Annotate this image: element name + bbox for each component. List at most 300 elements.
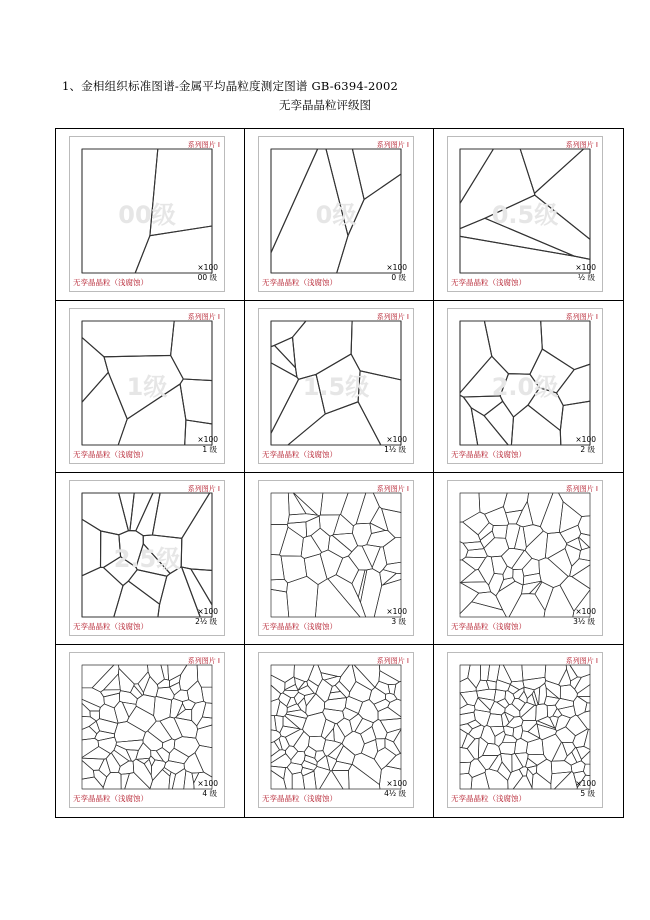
grain-cell bbox=[485, 507, 509, 526]
watermark-grade: 2.5级 bbox=[113, 545, 181, 573]
grain-cell bbox=[352, 149, 401, 199]
grain-cell bbox=[481, 725, 495, 744]
series-label: 系列图片 I bbox=[565, 657, 598, 665]
grain-cell bbox=[82, 761, 94, 780]
grain-cell bbox=[512, 698, 526, 711]
grain-cell bbox=[82, 703, 90, 716]
grain-cell bbox=[82, 699, 100, 711]
grain-cell bbox=[352, 753, 381, 785]
grain-cell bbox=[520, 149, 583, 193]
watermark-grade: 0.5级 bbox=[491, 201, 559, 229]
magnification-label: ×100 bbox=[386, 607, 407, 616]
grain-cell bbox=[202, 703, 212, 718]
grain-cell bbox=[90, 711, 100, 721]
grain-cell bbox=[285, 677, 296, 690]
grain-cell bbox=[320, 550, 343, 579]
grain-cell bbox=[119, 493, 135, 531]
grain-cell bbox=[82, 321, 174, 357]
grain-cell bbox=[539, 683, 547, 704]
grain-cell bbox=[352, 570, 365, 597]
grain-cell bbox=[585, 703, 590, 712]
grain-cell bbox=[499, 578, 515, 592]
grain-cell bbox=[348, 546, 372, 570]
grain-cell bbox=[98, 737, 116, 754]
watermark-grade: 2.0级 bbox=[491, 373, 559, 401]
grain-panel-cell bbox=[56, 301, 245, 473]
grade-label: 3 级 bbox=[391, 617, 406, 626]
grain-cell bbox=[280, 726, 301, 737]
magnification-label: ×100 bbox=[197, 263, 218, 272]
grain-cell bbox=[162, 768, 171, 777]
grain-cell bbox=[370, 523, 385, 534]
grain-cell bbox=[490, 701, 505, 715]
grain-cell bbox=[288, 402, 381, 445]
grain-cell bbox=[144, 759, 151, 775]
panel-caption: 无孪晶晶粒（浅腐蚀） bbox=[262, 450, 337, 459]
grain-cell bbox=[271, 589, 289, 617]
grain-cell bbox=[544, 696, 559, 706]
grain-cell bbox=[511, 405, 560, 445]
grain-cell bbox=[570, 559, 590, 577]
grain-micrograph bbox=[69, 136, 225, 292]
grain-cell bbox=[358, 700, 378, 723]
grain-cell bbox=[192, 701, 206, 726]
grain-cell bbox=[526, 738, 543, 754]
grain-cell bbox=[566, 665, 577, 681]
grain-cell bbox=[528, 754, 547, 765]
grain-cell bbox=[474, 710, 491, 727]
grain-cell bbox=[333, 514, 353, 534]
grade-label: 00 级 bbox=[197, 273, 217, 282]
grain-micrograph bbox=[447, 652, 603, 808]
grain-cell bbox=[179, 665, 198, 691]
series-label: 系列图片 I bbox=[187, 141, 220, 149]
grain-cell bbox=[287, 522, 307, 538]
magnification-label: ×100 bbox=[575, 435, 596, 444]
grain-cell bbox=[522, 558, 539, 576]
grain-cell bbox=[176, 710, 192, 721]
grain-cell bbox=[93, 770, 106, 787]
grain-panel-cell bbox=[245, 645, 434, 817]
grain-cell bbox=[484, 401, 513, 445]
grain-cell bbox=[82, 688, 104, 708]
grain-cell bbox=[103, 772, 121, 789]
grain-cell bbox=[182, 700, 195, 710]
grain-cell bbox=[572, 565, 590, 589]
grain-cell bbox=[494, 690, 506, 703]
grain-micrograph bbox=[69, 308, 225, 464]
watermark-grade: 00级 bbox=[118, 201, 176, 229]
grain-cell bbox=[513, 776, 532, 789]
series-label: 系列图片 I bbox=[376, 485, 409, 493]
magnification-label: ×100 bbox=[386, 779, 407, 788]
grade-label: 1 级 bbox=[202, 445, 217, 454]
grain-cell bbox=[551, 761, 572, 774]
grain-cell bbox=[552, 742, 567, 761]
grain-cell bbox=[304, 693, 316, 706]
panel-caption: 无孪晶晶粒（浅腐蚀） bbox=[73, 622, 148, 631]
grain-cell bbox=[527, 694, 536, 706]
grain-micrograph bbox=[447, 308, 603, 464]
grain-cell bbox=[324, 676, 341, 686]
grain-cell bbox=[513, 569, 524, 585]
grain-cell bbox=[476, 680, 489, 691]
grain-cell bbox=[196, 725, 212, 748]
grain-cell bbox=[501, 549, 524, 569]
grain-cell bbox=[325, 728, 335, 741]
grain-cell bbox=[471, 772, 489, 789]
grain-micrograph bbox=[447, 480, 603, 636]
grain-cell bbox=[174, 690, 189, 702]
grain-cell bbox=[469, 759, 486, 778]
grain-cell bbox=[349, 764, 380, 789]
grain-cell bbox=[114, 701, 129, 723]
series-label: 系列图片 I bbox=[376, 657, 409, 665]
grain-panel-cell bbox=[245, 301, 434, 473]
magnification-label: ×100 bbox=[386, 435, 407, 444]
grain-cell bbox=[532, 773, 551, 789]
grain-micrograph bbox=[258, 480, 414, 636]
grain-cell bbox=[559, 669, 571, 686]
grain-cell bbox=[505, 712, 515, 723]
panel-caption: 无孪晶晶粒（浅腐蚀） bbox=[73, 794, 148, 803]
grain-cell bbox=[388, 699, 401, 717]
series-label: 系列图片 I bbox=[187, 485, 220, 493]
grain-cell bbox=[177, 704, 186, 717]
grain-cell bbox=[567, 538, 582, 551]
magnification-label: ×100 bbox=[197, 435, 218, 444]
panel-caption: 无孪晶晶粒（浅腐蚀） bbox=[451, 450, 526, 459]
grain-cell bbox=[376, 739, 385, 752]
grain-cell bbox=[521, 705, 536, 720]
grain-cell bbox=[480, 665, 489, 681]
grain-cell bbox=[271, 754, 291, 768]
grain-cell bbox=[320, 771, 344, 789]
grain-cell bbox=[164, 761, 184, 775]
panel-caption: 无孪晶晶粒（浅腐蚀） bbox=[262, 794, 337, 803]
grain-cell bbox=[271, 699, 280, 716]
grain-cell bbox=[547, 705, 557, 718]
grain-cell bbox=[320, 493, 348, 515]
panel-caption: 无孪晶晶粒（浅腐蚀） bbox=[262, 622, 337, 631]
grain-cell bbox=[127, 706, 156, 732]
grain-cell bbox=[537, 717, 554, 728]
series-label: 系列图片 I bbox=[187, 657, 220, 665]
grain-cell bbox=[274, 337, 295, 368]
grain-cell bbox=[96, 719, 118, 734]
grain-cell bbox=[577, 685, 590, 697]
grain-micrograph bbox=[447, 136, 603, 292]
grain-cell bbox=[560, 685, 577, 701]
grain-cell bbox=[82, 717, 96, 730]
grain-cell bbox=[385, 693, 397, 702]
grain-cell bbox=[298, 682, 308, 691]
grain-cell bbox=[274, 738, 282, 750]
grain-cell bbox=[462, 557, 486, 570]
grain-cell bbox=[358, 570, 367, 602]
grain-cell bbox=[271, 524, 288, 555]
grain-cell bbox=[134, 684, 144, 696]
grain-cell bbox=[152, 493, 209, 538]
grain-cell bbox=[536, 721, 555, 730]
grain-cell bbox=[337, 718, 352, 737]
panel-caption: 无孪晶晶粒（浅腐蚀） bbox=[451, 794, 526, 803]
grain-cell bbox=[341, 493, 366, 526]
grain-cell bbox=[95, 731, 115, 741]
grain-cell bbox=[334, 724, 346, 744]
grain-cell bbox=[565, 544, 581, 566]
grade-label: 4½ 级 bbox=[384, 789, 406, 798]
grain-panel-cell bbox=[56, 473, 245, 645]
grain-cell bbox=[385, 729, 401, 742]
grain-cell bbox=[545, 532, 566, 558]
grain-cell bbox=[485, 769, 508, 789]
series-label: 系列图片 I bbox=[187, 313, 220, 321]
grain-cell bbox=[136, 695, 155, 716]
series-label: 系列图片 I bbox=[376, 313, 409, 321]
grain-cell bbox=[509, 594, 545, 617]
panel-caption: 无孪晶晶粒（浅腐蚀） bbox=[451, 278, 526, 287]
grain-cell bbox=[356, 493, 379, 524]
grain-cell bbox=[559, 493, 591, 517]
panel-caption: 无孪晶晶粒（浅腐蚀） bbox=[73, 278, 148, 287]
grain-cell bbox=[379, 665, 401, 682]
grain-cell bbox=[503, 493, 528, 513]
grain-panel-cell bbox=[434, 129, 623, 301]
grain-cell bbox=[306, 694, 325, 716]
watermark-grade: 1.5级 bbox=[302, 373, 370, 401]
grain-cell bbox=[271, 770, 286, 789]
grain-cell bbox=[503, 665, 523, 682]
grain-panel-cell bbox=[434, 473, 623, 645]
grain-cell bbox=[292, 772, 304, 789]
grade-label: 1½ 级 bbox=[384, 445, 406, 454]
grain-cell bbox=[501, 753, 512, 773]
magnification-label: ×100 bbox=[575, 607, 596, 616]
grain-cell bbox=[562, 742, 575, 756]
magnification-label: ×100 bbox=[197, 607, 218, 616]
grain-cell bbox=[375, 681, 390, 694]
grain-cell bbox=[525, 531, 548, 560]
grain-cell bbox=[197, 665, 212, 687]
grain-cell bbox=[383, 573, 401, 585]
grain-cell bbox=[271, 766, 286, 779]
grain-cell bbox=[539, 558, 568, 588]
grain-cell bbox=[499, 742, 516, 754]
grain-micrograph bbox=[258, 652, 414, 808]
grain-cell bbox=[505, 704, 520, 717]
magnification-label: ×100 bbox=[197, 779, 218, 788]
grain-cell bbox=[554, 772, 577, 790]
grain-panel-cell bbox=[434, 301, 623, 473]
grain-cell bbox=[472, 592, 503, 610]
grain-micrograph bbox=[258, 136, 414, 292]
grade-label: 0 级 bbox=[391, 273, 406, 282]
grain-cell bbox=[82, 567, 123, 617]
grain-cell bbox=[527, 493, 553, 527]
grain-cell bbox=[484, 538, 509, 557]
grain-cell bbox=[326, 756, 336, 771]
grain-cell bbox=[321, 719, 335, 739]
grain-cell bbox=[548, 548, 572, 576]
watermark-grade: 0级 bbox=[315, 201, 357, 229]
grain-cell bbox=[362, 545, 380, 568]
grain-cell bbox=[271, 321, 306, 347]
grain-cell bbox=[311, 528, 330, 552]
grain-cell bbox=[308, 736, 325, 751]
grain-cell bbox=[104, 693, 120, 708]
document-subtitle: 无孪晶晶粒评级图 bbox=[279, 98, 371, 112]
watermark-grade: 1级 bbox=[126, 373, 168, 401]
grain-cell bbox=[279, 693, 291, 707]
grain-cell bbox=[512, 754, 523, 772]
grade-label: 2 级 bbox=[580, 445, 595, 454]
grain-cell bbox=[330, 685, 340, 693]
grain-cell bbox=[143, 676, 158, 697]
grain-cell bbox=[394, 729, 402, 753]
grain-cell bbox=[161, 665, 169, 680]
grain-cell bbox=[162, 739, 175, 753]
grain-cell bbox=[581, 751, 590, 764]
grain-cell bbox=[536, 704, 548, 721]
grain-cell bbox=[294, 665, 314, 682]
grain-panel-cell bbox=[434, 645, 623, 817]
grain-cell bbox=[116, 740, 143, 751]
grain-cell bbox=[172, 769, 186, 789]
grain-cell bbox=[306, 516, 320, 537]
grain-cell bbox=[352, 523, 371, 546]
document-heading: 1、金相组织标准图谱-金属平均晶粒度测定图谱 GB-6394-2002 bbox=[62, 79, 399, 93]
grain-cell bbox=[345, 696, 362, 713]
grain-cell bbox=[566, 715, 588, 736]
grain-cell bbox=[170, 675, 181, 687]
grain-cell bbox=[271, 665, 294, 682]
grain-cell bbox=[143, 731, 163, 751]
grain-micrograph bbox=[258, 308, 414, 464]
grade-label: 4 级 bbox=[202, 789, 217, 798]
grain-cell bbox=[125, 773, 150, 790]
grain-cell bbox=[352, 665, 375, 690]
grain-cell bbox=[119, 665, 149, 684]
grain-cell bbox=[560, 576, 590, 611]
grain-cell bbox=[460, 560, 476, 583]
grain-cell bbox=[82, 758, 104, 770]
grain-cell bbox=[328, 535, 352, 558]
grain-cell bbox=[577, 711, 590, 729]
grain-cell bbox=[515, 753, 528, 767]
grain-cell bbox=[460, 693, 468, 709]
grain-cell bbox=[460, 729, 467, 748]
grain-cell bbox=[522, 665, 546, 680]
grain-cell bbox=[514, 526, 526, 551]
grade-label: 2½ 级 bbox=[195, 617, 217, 626]
grain-cell bbox=[121, 774, 129, 790]
grain-cell bbox=[151, 750, 164, 761]
grain-cell bbox=[82, 738, 99, 757]
grain-cell bbox=[111, 750, 128, 766]
grain-cell bbox=[382, 509, 401, 538]
grain-cell bbox=[168, 665, 187, 681]
grain-cell bbox=[286, 710, 308, 719]
grain-cell bbox=[505, 691, 515, 705]
grain-cell bbox=[460, 583, 479, 614]
grain-cell bbox=[523, 677, 546, 690]
grain-cell bbox=[460, 773, 472, 789]
grain-micrograph bbox=[69, 480, 225, 636]
grain-cell bbox=[462, 734, 475, 749]
grain-cell bbox=[281, 556, 307, 583]
grain-cell bbox=[339, 665, 356, 692]
panel-caption: 无孪晶晶粒（浅腐蚀） bbox=[262, 278, 337, 287]
grain-cell bbox=[115, 722, 146, 743]
grain-cell bbox=[157, 679, 169, 688]
grain-cell bbox=[578, 697, 590, 703]
grain-cell bbox=[156, 687, 174, 700]
grain-cell bbox=[468, 720, 482, 729]
grain-cell bbox=[174, 718, 198, 739]
grain-cell bbox=[315, 579, 360, 617]
grain-cell bbox=[148, 721, 172, 743]
grain-cell bbox=[138, 672, 150, 693]
grain-cell bbox=[541, 321, 590, 370]
grain-cell bbox=[154, 696, 172, 721]
grade-label: 3½ 级 bbox=[573, 617, 595, 626]
series-label: 系列图片 I bbox=[565, 141, 598, 149]
grain-panel-cell bbox=[245, 129, 434, 301]
panel-caption: 无孪晶晶粒（浅腐蚀） bbox=[73, 450, 148, 459]
grain-cell bbox=[114, 581, 160, 617]
grain-panel-cell bbox=[56, 129, 245, 301]
grain-cell bbox=[584, 729, 590, 749]
grain-cell bbox=[332, 770, 350, 789]
magnification-label: ×100 bbox=[386, 263, 407, 272]
grain-cell bbox=[323, 709, 345, 724]
grain-cell bbox=[133, 759, 153, 789]
grain-cell bbox=[556, 727, 576, 743]
grain-panel-cell bbox=[56, 645, 245, 817]
grain-micrograph bbox=[69, 652, 225, 808]
grain-cell bbox=[274, 716, 283, 733]
grain-cell bbox=[508, 685, 520, 695]
grain-cell bbox=[503, 735, 518, 743]
grain-cell bbox=[578, 516, 590, 536]
grain-cell bbox=[460, 395, 478, 445]
grain-cell bbox=[487, 714, 503, 727]
panel-caption: 无孪晶晶粒（浅腐蚀） bbox=[451, 622, 526, 631]
grain-cell bbox=[304, 554, 327, 585]
grain-cell bbox=[355, 718, 374, 734]
grain-cell bbox=[486, 680, 496, 689]
grain-cell bbox=[378, 707, 401, 720]
grain-cell bbox=[316, 679, 333, 702]
grain-cell bbox=[271, 685, 281, 701]
grain-cell bbox=[354, 665, 380, 687]
grain-cell bbox=[336, 556, 359, 584]
grain-cell bbox=[478, 556, 494, 585]
magnification-label: ×100 bbox=[575, 263, 596, 272]
grade-label: 5 级 bbox=[580, 789, 595, 798]
series-label: 系列图片 I bbox=[565, 485, 598, 493]
grain-cell bbox=[551, 772, 572, 789]
grain-cell bbox=[118, 668, 134, 692]
grain-cell bbox=[574, 696, 588, 716]
grain-cell bbox=[294, 493, 323, 516]
grain-cell bbox=[280, 527, 304, 556]
series-label: 系列图片 I bbox=[565, 313, 598, 321]
grain-cell bbox=[537, 759, 552, 784]
grain-cell bbox=[318, 665, 350, 676]
grain-cell bbox=[559, 502, 581, 533]
